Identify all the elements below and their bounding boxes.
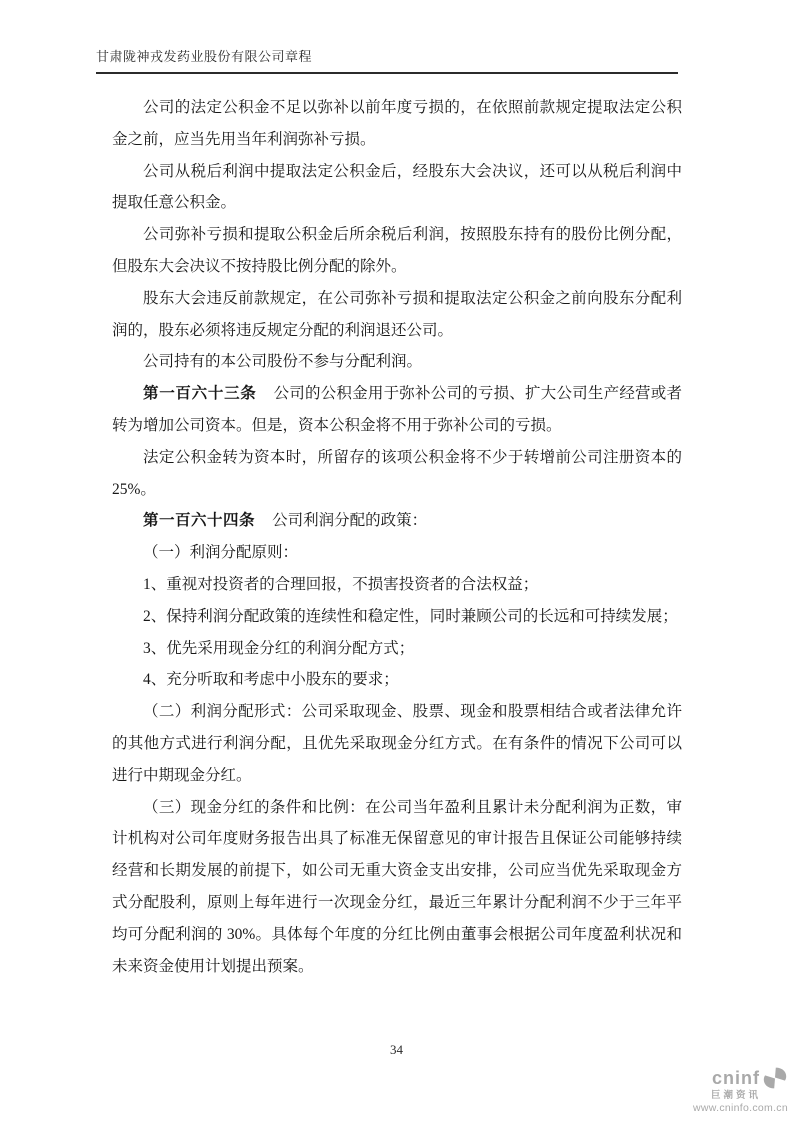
charter-paragraph [112, 92, 682, 156]
paragraph-text: 公司弥补亏损和提取公积金后所余税后利润，按照股东持有的股份比例分配，但股东大会决议不按持股比例分配的除外。 [112, 226, 682, 275]
cninfo-logo-top [693, 1066, 788, 1090]
paragraph-text: （一）利润分配原则： [143, 544, 299, 562]
charter-paragraph-article-164 [112, 505, 682, 537]
paragraph-text: 3、优先采用现金分红的利润分配方式； [143, 639, 415, 657]
company-charter-title: 甘肃陇神戎发药业股份有限公司章程 [96, 49, 313, 64]
paragraph-text: 公司的公积金用于弥补公司的亏损、扩大公司生产经营或者转为增加公司资本。但是，资本公积金将不用于弥补公司的亏损。 [112, 385, 682, 434]
paragraph-text: 公司利润分配的政策： [272, 512, 428, 530]
charter-paragraph [112, 156, 682, 220]
charter-text-body [112, 92, 682, 982]
paragraph-text: 公司从税后利润中提取法定公积金后，经股东大会决议，还可以从税后利润中提取任意公积金。 [112, 162, 682, 212]
cninfo-swirl-icon [762, 1066, 788, 1090]
charter-paragraph [112, 633, 682, 665]
article-number: 第一百六十四条 [143, 512, 256, 530]
paragraph-text: 股东大会违反前款规定，在公司弥补亏损和提取法定公积金之前向股东分配利润的，股东必须将违反规定分配的利润退还公司。 [112, 289, 682, 339]
paragraph-text: 1、重视对投资者的合理回报，不损害投资者的合法权益； [143, 575, 539, 593]
cninfo-url: www.cninfo.com.cn [693, 1101, 788, 1114]
paragraph-text: （三）现金分红的条件和比例：在公司当年盈利且累计未分配利润为正数，审计机构对公司年度财务报告出具了标准无保留意见的审计报告且保证公司能够持续经营和长期发展的前提下，如公司无重大资金支出安排，公司应当优先采取现金方式分配股利，原则上每年进行一次现金分红，最近三年累计分配利润不少于三年平均可分配利润的 30%。具体每个年度的分红比例由董事会根据公司年度盈利状况和未来资金使用计划提出预案。 [112, 798, 682, 975]
paragraph-text: 4、充分听取和考虑中小股东的要求； [143, 671, 399, 689]
paragraph-text: 2、保持利润分配政策的连续性和稳定性，同时兼顾公司的长远和可持续发展； [143, 607, 678, 625]
paragraph-text: 公司的法定公积金不足以弥补以前年度亏损的，在依照前款规定提取法定公积金之前，应当先用当年利润弥补亏损。 [112, 99, 682, 148]
charter-paragraph [112, 569, 682, 601]
charter-paragraph-article-163 [112, 378, 682, 442]
article-number: 第一百六十三条 [143, 385, 257, 403]
paragraph-text: 公司持有的本公司股份不参与分配利润。 [143, 353, 423, 371]
charter-paragraph [112, 696, 682, 791]
charter-paragraph [112, 792, 682, 983]
charter-paragraph [112, 537, 682, 569]
cninfo-chinese-name: 巨潮资讯 [710, 1090, 761, 1102]
page-header [96, 46, 678, 74]
charter-paragraph [112, 601, 682, 633]
page-number: 34 [390, 1042, 403, 1057]
charter-paragraph [112, 346, 682, 378]
charter-paragraph [112, 219, 682, 283]
charter-paragraph [112, 283, 682, 347]
charter-paragraph [112, 442, 682, 506]
cninfo-brand-text: cninf [712, 1067, 760, 1088]
cninfo-logo [693, 1066, 788, 1114]
charter-paragraph [112, 664, 682, 696]
paragraph-text: 法定公积金转为资本时，所留存的该项公积金将不少于转增前公司注册资本的 25%。 [112, 448, 682, 498]
paragraph-text: （二）利润分配形式：公司采取现金、股票、现金和股票相结合或者法律允许的其他方式进行利润分配，且优先采取现金分红方式。在有条件的情况下公司可以进行中期现金分红。 [112, 703, 682, 784]
